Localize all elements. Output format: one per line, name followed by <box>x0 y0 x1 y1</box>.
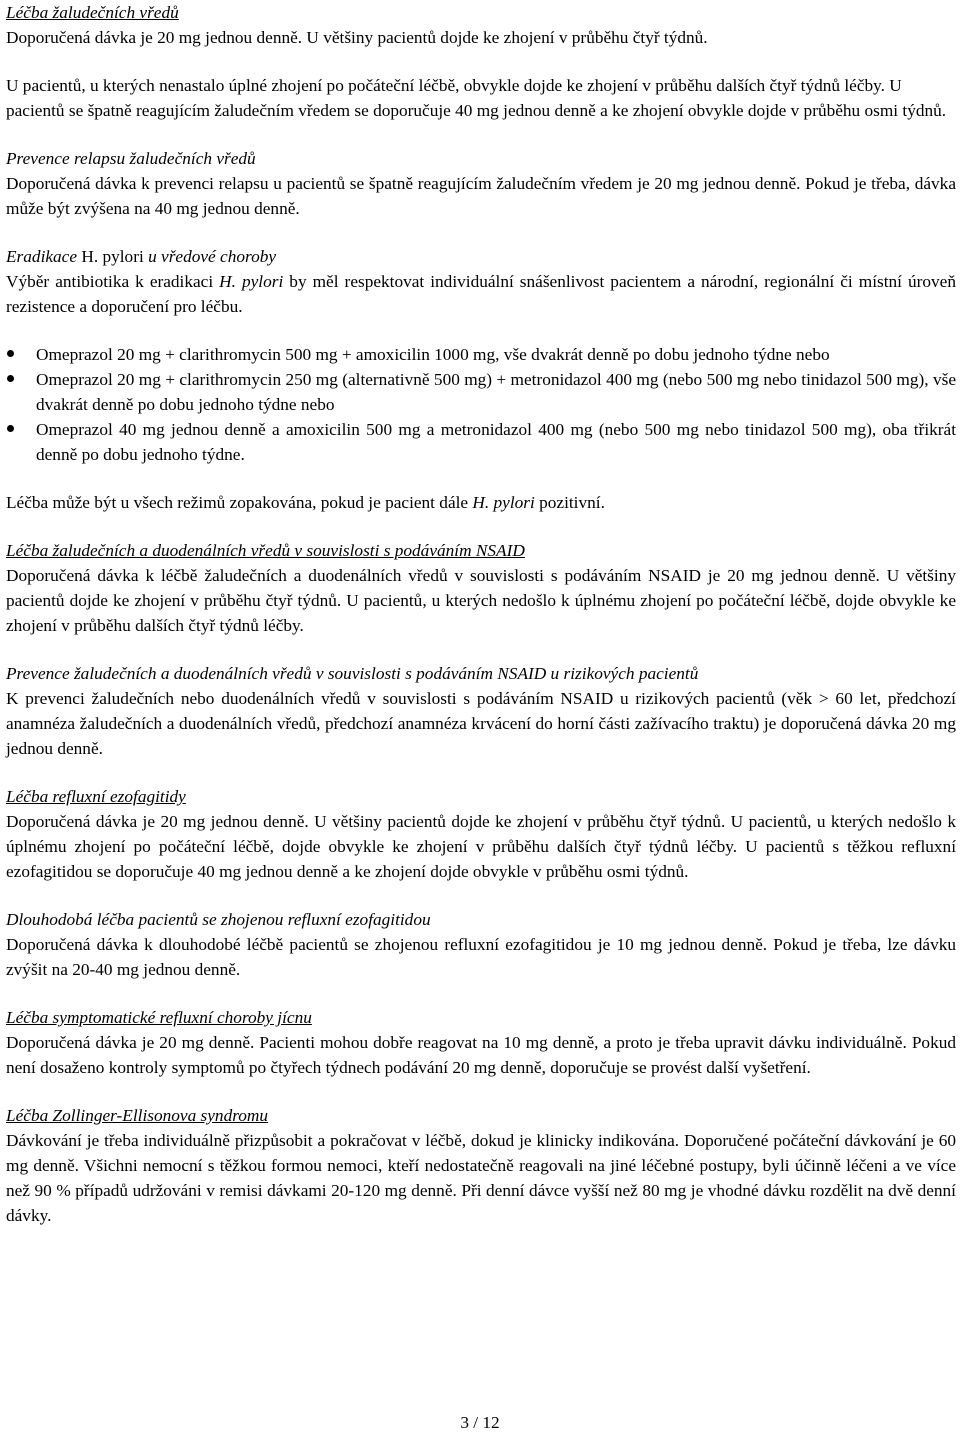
paragraph: Doporučená dávka je 20 mg jednou denně. U většiny pacientů dojde ke zhojení v průběhu čtyř týdnů. U pacientů, u kterých nedošlo k úplnému zhojení po počáteční léčbě, dojde obvykle ke zhojení v průběhu dalších čtyř týdnů léčby. U pacientů s těžkou refluxní ezofagitidou se doporučuje 40 mg jednou denně a ke zhojení dojde obvykle v průběhu osmi týdnů. <box>6 812 956 881</box>
list-item-text: Omeprazol 40 mg jednou denně a amoxicilin 500 mg a metronidazol 400 mg (nebo 500 mg nebo tinidazol 500 mg), oba třikrát denně po dobu jednoho týdne. <box>36 420 956 464</box>
paragraph <box>6 269 956 319</box>
paragraph: U pacientů, u kterých nenastalo úplné zhojení po počáteční léčbě, obvykle dojde ke zhojení v průběhu dalších čtyř týdnů léčby. U pacientů se špatně reagujícím žaludečním vředem se doporučuje 40 mg jednou denně a ke zhojení obvykle dojde v průběhu osmi týdnů. <box>6 76 947 120</box>
heading-part: u vředové choroby <box>143 247 277 266</box>
section-heading-zollinger-ellison: Léčba Zollinger-Ellisonova syndromu <box>6 1106 269 1125</box>
text-run: pozitivní. <box>534 493 605 512</box>
section-heading-h-pylori-eradication <box>6 244 956 269</box>
paragraph: Doporučená dávka je 20 mg denně. Pacienti mohou dobře reagovat na 10 mg denně, a proto je třeba upravit dávku individuálně. Pokud není dosaženo kontroly symptomů po čtyřech týdnech podávání 20 mg denně, doporučuje se provést další vyšetření. <box>6 1033 956 1077</box>
heading-part: H. pylori <box>81 247 144 266</box>
list-item-text: Omeprazol 20 mg + clarithromycin 500 mg + amoxicilin 1000 mg, vše dvakrát denně po dobu jednoho týdne nebo <box>36 345 830 364</box>
section-heading-symptomatic-gerd: Léčba symptomatické refluxní choroby jícnu <box>6 1008 312 1027</box>
bullet-icon <box>7 367 15 392</box>
section-heading-relapse-prevention: Prevence relapsu žaludečních vředů <box>6 149 256 168</box>
section-heading-gastric-ulcer-treatment: Léčba žaludečních vředů <box>6 3 179 22</box>
section-heading-nsaid-ulcer-treatment: Léčba žaludečních a duodenálních vředů v souvislosti s podáváním NSAID <box>6 541 525 560</box>
section-heading-nsaid-ulcer-prevention: Prevence žaludečních a duodenálních vředů v souvislosti s podáváním NSAID u rizikových pacientů <box>6 664 699 683</box>
list-item-text: Omeprazol 20 mg + clarithromycin 250 mg (alternativně 500 mg) + metronidazol 400 mg (nebo 500 mg nebo tinidazol 500 mg), vše dvakrát denně po dobu jednoho týdne nebo <box>36 370 956 414</box>
heading-part: Eradikace <box>6 247 82 266</box>
bullet-icon <box>7 417 15 442</box>
text-run: by měl respektovat individuální snášenlivost pacientem a národní, regionální či místní úroveň rezistence a doporučení pro léčbu. <box>6 272 956 316</box>
page-number: 3 / 12 <box>460 1413 500 1432</box>
text-run: H. pylori <box>219 272 284 291</box>
paragraph: Doporučená dávka je 20 mg jednou denně. U většiny pacientů dojde ke zhojení v průběhu čtyř týdnů. <box>6 28 708 47</box>
paragraph: Doporučená dávka k léčbě žaludečních a duodenálních vředů v souvislosti s podáváním NSAID je 20 mg jednou denně. U většiny pacientů dojde ke zhojení v průběhu čtyř týdnů. U pacientů, u kterých nedošlo k úplnému zhojení po počáteční léčbě, dojde obvykle ke zhojení v průběhu dalších čtyř týdnů léčby. <box>6 566 956 635</box>
text-run: Léčba může být u všech režimů zopakována, pokud je pacient dále <box>6 493 473 512</box>
text-run: H. pylori <box>472 493 535 512</box>
paragraph <box>6 490 956 515</box>
paragraph: Doporučená dávka k prevenci relapsu u pacientů se špatně reagujícím žaludečním vředem je 20 mg jednou denně. Pokud je třeba, dávka může být zvýšena na 40 mg jednou denně. <box>6 174 956 218</box>
list-item <box>6 417 956 467</box>
paragraph: Doporučená dávka k dlouhodobé léčbě pacientů se zhojenou refluxní ezofagitidou je 10 mg jednou denně. Pokud je třeba, lze dávku zvýšit na 20-40 mg jednou denně. <box>6 935 956 979</box>
text-run: Výběr antibiotika k eradikaci <box>6 272 220 291</box>
document-page <box>6 0 956 1228</box>
regimen-list <box>6 342 956 467</box>
bullet-icon <box>7 342 15 367</box>
list-item <box>6 367 956 417</box>
paragraph: K prevenci žaludečních nebo duodenálních vředů v souvislosti s podáváním NSAID u rizikových pacientů (věk > 60 let, předchozí anamnéza žaludečních a duodenálních vředů, předchozí anamnéza krvácení do horní části zažívacího traktu) je doporučená dávka 20 mg jednou denně. <box>6 689 956 758</box>
paragraph: Dávkování je třeba individuálně přizpůsobit a pokračovat v léčbě, dokud je klinicky indikována. Doporučené počáteční dávkování je 60 mg denně. Všichni nemocní s těžkou formou nemoci, kteří nedostatečně reagovali na jiné léčebné postupy, byli účinně léčeni a ve více než 90 % případů udržováni v remisi dávkami 20-120 mg denně. Při denní dávce vyšší než 80 mg je vhodné dávku rozdělit na dvě denní dávky. <box>6 1131 956 1225</box>
section-heading-long-term-treatment: Dlouhodobá léčba pacientů se zhojenou refluxní ezofagitidou <box>6 910 431 929</box>
list-item <box>6 342 956 367</box>
section-heading-reflux-esophagitis-treatment: Léčba refluxní ezofagitidy <box>6 787 186 806</box>
